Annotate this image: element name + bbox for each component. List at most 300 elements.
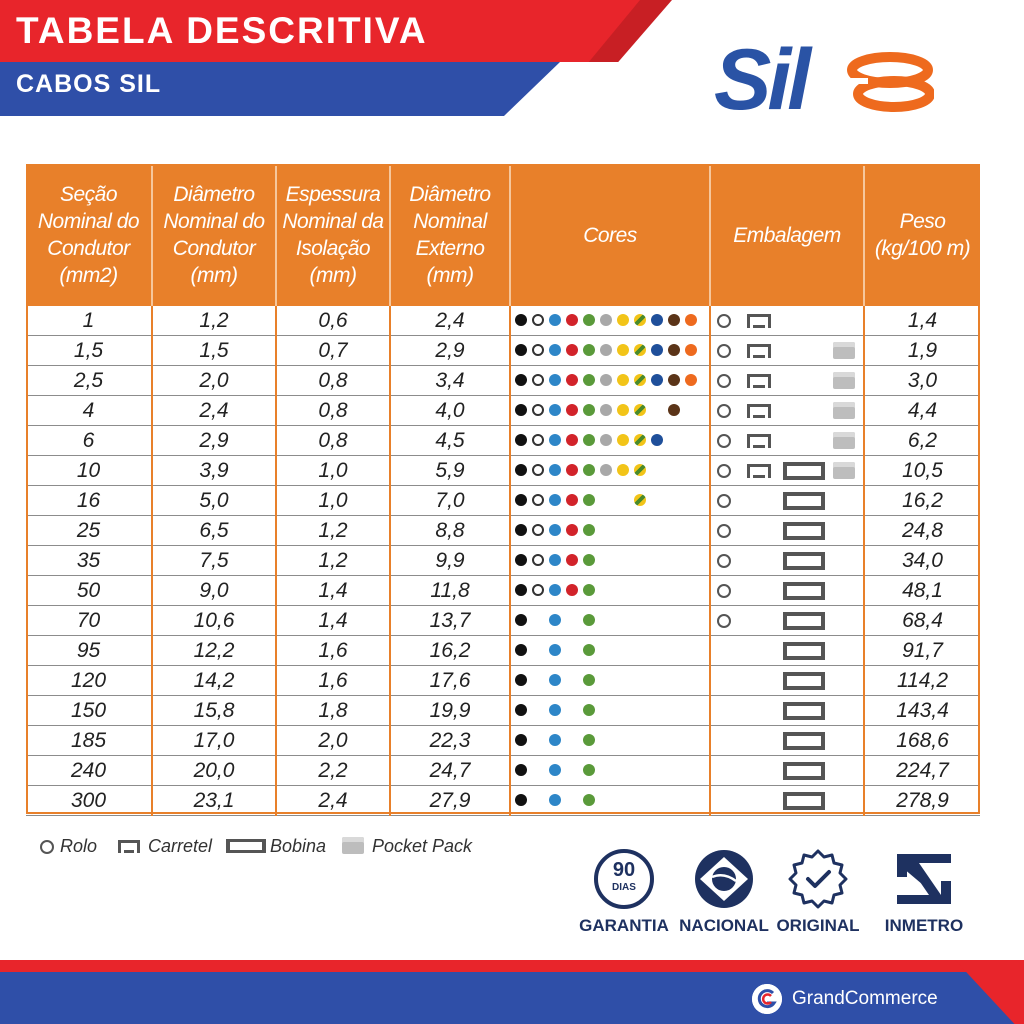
color-dot-blue — [549, 554, 561, 566]
rolo-icon — [717, 494, 731, 508]
legend-bobina-label: Bobina — [270, 836, 327, 856]
cell-diam-ext: 22,3 — [390, 726, 510, 756]
carretel-icon — [747, 404, 771, 418]
cell-cores — [510, 486, 710, 516]
cell-esp: 0,7 — [276, 336, 390, 366]
color-dot-navy — [651, 374, 663, 386]
rolo-icon — [717, 584, 731, 598]
color-dot-green — [583, 344, 595, 356]
table-row — [26, 336, 980, 366]
cell-embalagem — [710, 546, 864, 576]
cell-diam-ext: 4,0 — [390, 396, 510, 426]
bobina-icon — [783, 492, 825, 510]
cell-embalagem — [710, 486, 864, 516]
cell-peso: 24,8 — [864, 516, 980, 546]
sil-logo-text: Sil — [714, 32, 808, 128]
color-dot-yellowgreen — [634, 464, 646, 476]
color-dot-green — [583, 614, 595, 626]
color-dot-yellowgreen — [634, 404, 646, 416]
brazil-flag-icon — [693, 848, 755, 910]
cell-peso: 1,4 — [864, 306, 980, 336]
cell-diam-cond: 7,5 — [152, 546, 276, 576]
color-dot-black — [515, 614, 527, 626]
cell-diam-cond: 2,0 — [152, 366, 276, 396]
cell-embalagem — [710, 666, 864, 696]
color-dot-blue — [549, 764, 561, 776]
cell-embalagem — [710, 516, 864, 546]
color-dot-red — [566, 524, 578, 536]
cell-cores — [510, 636, 710, 666]
color-dot-green — [583, 734, 595, 746]
table-row — [26, 366, 980, 396]
color-dot-gray — [600, 374, 612, 386]
table-row — [26, 516, 980, 546]
cell-secao: 300 — [26, 786, 152, 816]
cell-diam-cond: 2,9 — [152, 426, 276, 456]
color-dot-green — [583, 374, 595, 386]
color-dot-yellowgreen — [634, 344, 646, 356]
cell-embalagem — [710, 336, 864, 366]
cell-diam-cond: 14,2 — [152, 666, 276, 696]
col-header-secao: Seção Nominal do Condutor (mm2) — [26, 164, 152, 306]
color-dot-black — [515, 434, 527, 446]
cell-secao: 1 — [26, 306, 152, 336]
rolo-icon — [717, 404, 731, 418]
col-header-diametro-externo: Diâmetro Nominal Externo (mm) — [390, 164, 510, 306]
carretel-icon — [747, 344, 771, 358]
bobina-icon — [783, 702, 825, 720]
cell-diam-ext: 17,6 — [390, 666, 510, 696]
color-dot-brown — [668, 404, 680, 416]
color-dot-blue — [549, 434, 561, 446]
bobina-icon — [783, 462, 825, 480]
cell-peso: 48,1 — [864, 576, 980, 606]
cell-peso: 143,4 — [864, 696, 980, 726]
color-dot-red — [566, 344, 578, 356]
inmetro-icon — [893, 848, 955, 910]
cell-cores — [510, 576, 710, 606]
cell-cores — [510, 426, 710, 456]
pocket-pack-icon — [833, 402, 855, 419]
badge-garantia-label: GARANTIA — [579, 916, 669, 935]
pocket-pack-icon — [833, 462, 855, 479]
carretel-icon — [747, 464, 771, 478]
color-dot-white — [532, 464, 544, 476]
cell-embalagem — [710, 636, 864, 666]
cell-cores — [510, 396, 710, 426]
color-dot-white — [532, 584, 544, 596]
color-dot-blue — [549, 404, 561, 416]
cell-embalagem — [710, 696, 864, 726]
table-row — [26, 486, 980, 516]
verified-seal-icon — [787, 848, 849, 910]
cell-peso: 6,2 — [864, 426, 980, 456]
color-dot-gray — [600, 464, 612, 476]
cell-diam-cond: 10,6 — [152, 606, 276, 636]
color-dot-green — [583, 434, 595, 446]
cell-diam-cond: 23,1 — [152, 786, 276, 816]
cell-diam-ext: 2,4 — [390, 306, 510, 336]
cell-diam-cond: 6,5 — [152, 516, 276, 546]
table-header-row — [26, 164, 980, 306]
color-dot-white — [532, 404, 544, 416]
color-dot-white — [532, 374, 544, 386]
color-dot-green — [583, 314, 595, 326]
badge-garantia — [574, 848, 674, 936]
color-dot-green — [583, 494, 595, 506]
rolo-icon — [717, 374, 731, 388]
color-dot-white — [532, 524, 544, 536]
cell-peso: 34,0 — [864, 546, 980, 576]
cell-peso: 68,4 — [864, 606, 980, 636]
cell-esp: 2,4 — [276, 786, 390, 816]
cell-secao: 2,5 — [26, 366, 152, 396]
color-dot-yellow — [617, 344, 629, 356]
cell-esp: 1,6 — [276, 666, 390, 696]
rolo-icon — [717, 464, 731, 478]
cell-esp: 1,0 — [276, 456, 390, 486]
color-dot-green — [583, 554, 595, 566]
cell-peso: 4,4 — [864, 396, 980, 426]
color-dot-green — [583, 674, 595, 686]
color-dot-orange — [685, 314, 697, 326]
cell-esp: 1,6 — [276, 636, 390, 666]
color-dot-navy — [651, 314, 663, 326]
bobina-icon — [783, 642, 825, 660]
cell-cores — [510, 726, 710, 756]
cell-diam-cond: 5,0 — [152, 486, 276, 516]
pocket-pack-icon — [833, 342, 855, 359]
cell-esp: 1,0 — [276, 486, 390, 516]
bobina-icon — [783, 612, 825, 630]
color-dot-blue — [549, 674, 561, 686]
color-dot-black — [515, 524, 527, 536]
cell-cores — [510, 666, 710, 696]
cell-cores — [510, 786, 710, 816]
cell-embalagem — [710, 366, 864, 396]
color-dot-green — [583, 794, 595, 806]
color-dot-brown — [668, 374, 680, 386]
cell-cores — [510, 306, 710, 336]
table-row — [26, 456, 980, 486]
color-dot-blue — [549, 704, 561, 716]
table-row — [26, 666, 980, 696]
color-dot-black — [515, 344, 527, 356]
grandcommerce-text: GrandCommerce — [792, 988, 938, 1009]
table-row — [26, 696, 980, 726]
color-dot-navy — [651, 344, 663, 356]
table-row — [26, 306, 980, 336]
color-dot-blue — [549, 584, 561, 596]
cell-secao: 16 — [26, 486, 152, 516]
rolo-icon — [717, 524, 731, 538]
badge-nacional — [674, 848, 774, 936]
cell-diam-ext: 4,5 — [390, 426, 510, 456]
color-dot-green — [583, 464, 595, 476]
color-dot-blue — [549, 524, 561, 536]
badge-original — [768, 848, 868, 936]
footer-red-stripe — [0, 960, 1024, 972]
cell-embalagem — [710, 426, 864, 456]
pocket-pack-icon — [833, 372, 855, 389]
cell-diam-cond: 12,2 — [152, 636, 276, 666]
warranty-90-days-icon — [593, 848, 655, 910]
cell-esp: 1,2 — [276, 516, 390, 546]
color-dot-black — [515, 314, 527, 326]
color-dot-white — [532, 554, 544, 566]
cell-embalagem — [710, 606, 864, 636]
color-dot-yellow — [617, 434, 629, 446]
carretel-icon — [747, 374, 771, 388]
cell-diam-cond: 1,5 — [152, 336, 276, 366]
pocket-pack-icon — [342, 837, 364, 854]
rolo-icon — [717, 614, 731, 628]
color-dot-red — [566, 404, 578, 416]
rolo-icon — [717, 554, 731, 568]
cell-esp: 2,0 — [276, 726, 390, 756]
col-header-cores: Cores — [510, 164, 710, 306]
cell-embalagem — [710, 576, 864, 606]
page-title: TABELA DESCRITIVA — [16, 10, 428, 51]
cell-cores — [510, 456, 710, 486]
cell-esp: 1,8 — [276, 696, 390, 726]
cell-peso: 10,5 — [864, 456, 980, 486]
color-dot-white — [532, 494, 544, 506]
color-dot-green — [583, 524, 595, 536]
color-dot-green — [583, 404, 595, 416]
table-row — [26, 576, 980, 606]
color-dot-red — [566, 314, 578, 326]
cell-peso: 168,6 — [864, 726, 980, 756]
carretel-icon — [747, 314, 771, 328]
color-dot-blue — [549, 464, 561, 476]
bobina-icon — [783, 762, 825, 780]
rolo-icon — [717, 434, 731, 448]
cell-embalagem — [710, 306, 864, 336]
color-dot-red — [566, 434, 578, 446]
color-dot-black — [515, 464, 527, 476]
color-dot-black — [515, 494, 527, 506]
color-dot-blue — [549, 494, 561, 506]
color-dot-black — [515, 674, 527, 686]
cell-secao: 95 — [26, 636, 152, 666]
bobina-icon — [226, 839, 266, 853]
cell-embalagem — [710, 756, 864, 786]
color-dot-black — [515, 584, 527, 596]
color-dot-black — [515, 734, 527, 746]
cell-diam-cond: 17,0 — [152, 726, 276, 756]
cable-table — [26, 164, 980, 816]
color-dot-white — [532, 344, 544, 356]
cell-peso: 16,2 — [864, 486, 980, 516]
page-subtitle: CABOS SIL — [16, 70, 162, 98]
carretel-icon — [747, 434, 771, 448]
color-dot-navy — [651, 434, 663, 446]
color-dot-green — [583, 644, 595, 656]
cell-diam-cond: 1,2 — [152, 306, 276, 336]
color-dot-blue — [549, 644, 561, 656]
cell-peso: 114,2 — [864, 666, 980, 696]
cell-diam-ext: 9,9 — [390, 546, 510, 576]
color-dot-black — [515, 764, 527, 776]
col-header-diametro-condutor: Diâmetro Nominal do Condutor (mm) — [152, 164, 276, 306]
cell-esp: 2,2 — [276, 756, 390, 786]
cell-secao: 6 — [26, 426, 152, 456]
color-dot-red — [566, 584, 578, 596]
color-dot-gray — [600, 404, 612, 416]
badge-original-label: ORIGINAL — [776, 916, 860, 935]
cell-diam-ext: 2,9 — [390, 336, 510, 366]
color-dot-white — [532, 434, 544, 446]
color-dot-red — [566, 554, 578, 566]
table-row — [26, 546, 980, 576]
cell-cores — [510, 606, 710, 636]
cell-cores — [510, 696, 710, 726]
color-dot-red — [566, 494, 578, 506]
color-dot-white — [532, 314, 544, 326]
cell-diam-ext: 8,8 — [390, 516, 510, 546]
cell-peso: 224,7 — [864, 756, 980, 786]
warranty-days-number: 90 — [612, 859, 636, 881]
cell-secao: 240 — [26, 756, 152, 786]
sil-logo-swirl-icon — [838, 48, 934, 118]
badge-inmetro-label: INMETRO — [884, 916, 964, 935]
cell-diam-ext: 16,2 — [390, 636, 510, 666]
cell-secao: 10 — [26, 456, 152, 486]
color-dot-yellowgreen — [634, 434, 646, 446]
color-dot-blue — [549, 374, 561, 386]
color-dot-gray — [600, 314, 612, 326]
color-dot-yellow — [617, 374, 629, 386]
cell-cores — [510, 546, 710, 576]
badge-inmetro — [874, 848, 974, 936]
cell-diam-cond: 9,0 — [152, 576, 276, 606]
cell-esp: 1,2 — [276, 546, 390, 576]
cell-secao: 25 — [26, 516, 152, 546]
color-dot-red — [566, 464, 578, 476]
cell-secao: 1,5 — [26, 336, 152, 366]
bobina-icon — [783, 732, 825, 750]
color-dot-yellowgreen — [634, 494, 646, 506]
badge-nacional-label: NACIONAL — [679, 916, 769, 935]
pocket-pack-icon — [833, 432, 855, 449]
cell-diam-ext: 13,7 — [390, 606, 510, 636]
color-dot-yellowgreen — [634, 314, 646, 326]
color-dot-orange — [685, 344, 697, 356]
cell-diam-ext: 24,7 — [390, 756, 510, 786]
legend-pocket-label: Pocket Pack — [372, 836, 473, 856]
cell-peso: 278,9 — [864, 786, 980, 816]
bobina-icon — [783, 792, 825, 810]
bobina-icon — [783, 672, 825, 690]
cell-peso: 1,9 — [864, 336, 980, 366]
color-dot-red — [566, 374, 578, 386]
cell-cores — [510, 756, 710, 786]
cell-secao: 70 — [26, 606, 152, 636]
color-dot-yellow — [617, 464, 629, 476]
color-dot-yellow — [617, 314, 629, 326]
color-dot-black — [515, 704, 527, 716]
table-row — [26, 636, 980, 666]
cell-diam-ext: 11,8 — [390, 576, 510, 606]
grandcommerce-logo-icon — [752, 984, 782, 1014]
cell-diam-ext: 7,0 — [390, 486, 510, 516]
bobina-icon — [783, 582, 825, 600]
color-dot-black — [515, 644, 527, 656]
table-row — [26, 606, 980, 636]
cell-peso: 91,7 — [864, 636, 980, 666]
color-dot-brown — [668, 314, 680, 326]
rolo-icon — [40, 840, 54, 854]
color-dot-gray — [600, 344, 612, 356]
col-header-espessura: Espessura Nominal da Isolação (mm) — [276, 164, 390, 306]
color-dot-green — [583, 764, 595, 776]
table-body — [26, 306, 980, 816]
cell-secao: 50 — [26, 576, 152, 606]
color-dot-blue — [549, 314, 561, 326]
cell-diam-ext: 5,9 — [390, 456, 510, 486]
cell-diam-ext: 27,9 — [390, 786, 510, 816]
color-dot-green — [583, 704, 595, 716]
cell-embalagem — [710, 396, 864, 426]
cell-embalagem — [710, 456, 864, 486]
cell-secao: 150 — [26, 696, 152, 726]
warranty-days-unit: DIAS — [612, 882, 636, 893]
packaging-legend — [40, 832, 580, 862]
cell-diam-cond: 3,9 — [152, 456, 276, 486]
color-dot-black — [515, 794, 527, 806]
cell-cores — [510, 336, 710, 366]
cell-embalagem — [710, 726, 864, 756]
cell-esp: 1,4 — [276, 606, 390, 636]
table-row — [26, 786, 980, 816]
color-dot-blue — [549, 794, 561, 806]
color-dot-yellow — [617, 404, 629, 416]
carretel-icon — [118, 840, 140, 853]
legend-rolo-label: Rolo — [60, 836, 98, 856]
bobina-icon — [783, 522, 825, 540]
color-dot-brown — [668, 344, 680, 356]
color-dot-green — [583, 584, 595, 596]
cell-cores — [510, 516, 710, 546]
cell-diam-ext: 3,4 — [390, 366, 510, 396]
legend-carretel-label: Carretel — [148, 836, 213, 856]
cell-diam-cond: 20,0 — [152, 756, 276, 786]
color-dot-black — [515, 554, 527, 566]
cell-esp: 0,8 — [276, 366, 390, 396]
table-row — [26, 726, 980, 756]
sil-logo — [714, 30, 944, 130]
color-dot-black — [515, 404, 527, 416]
cell-secao: 35 — [26, 546, 152, 576]
color-dot-orange — [685, 374, 697, 386]
color-dot-blue — [549, 734, 561, 746]
color-dot-blue — [549, 344, 561, 356]
cell-cores — [510, 366, 710, 396]
cell-diam-cond: 15,8 — [152, 696, 276, 726]
rolo-icon — [717, 314, 731, 328]
cell-diam-cond: 2,4 — [152, 396, 276, 426]
cell-esp: 0,8 — [276, 396, 390, 426]
cell-embalagem — [710, 786, 864, 816]
cell-esp: 1,4 — [276, 576, 390, 606]
cell-peso: 3,0 — [864, 366, 980, 396]
table-row — [26, 396, 980, 426]
cell-diam-ext: 19,9 — [390, 696, 510, 726]
color-dot-gray — [600, 434, 612, 446]
color-dot-blue — [549, 614, 561, 626]
col-header-embalagem: Embalagem — [710, 164, 864, 306]
